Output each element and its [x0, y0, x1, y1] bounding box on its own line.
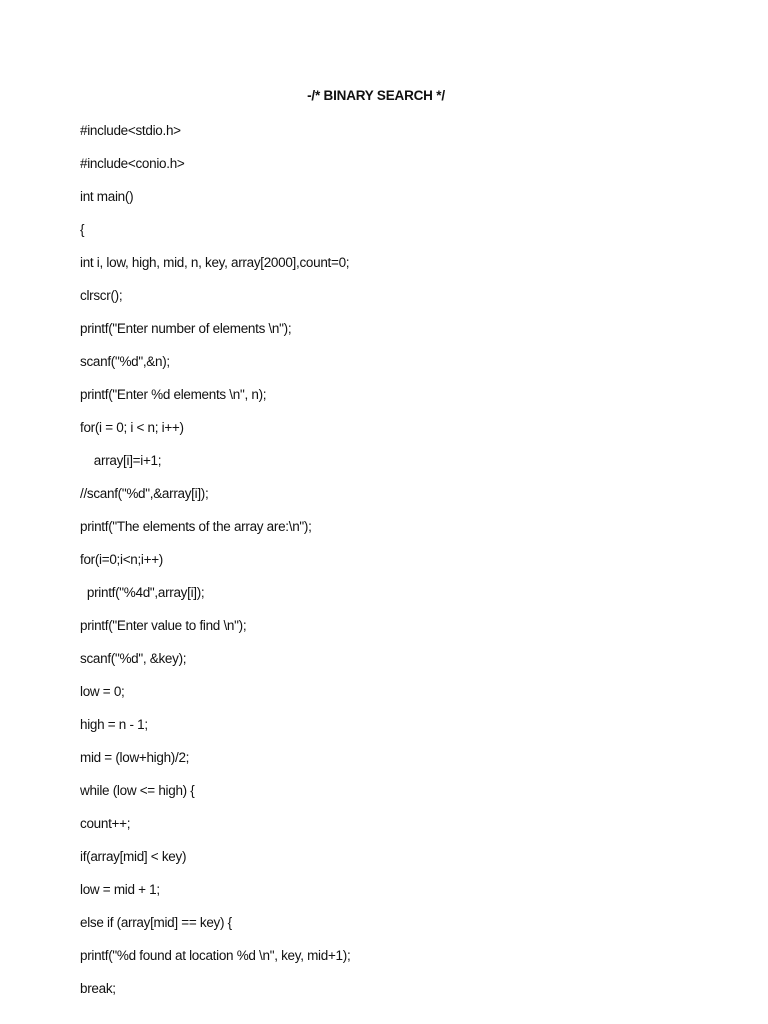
code-line: scanf("%d", &key); — [80, 651, 187, 666]
code-line: { — [80, 222, 85, 237]
code-line: //scanf("%d",&array[i]); — [80, 486, 209, 501]
code-line: printf("The elements of the array are:\n"); — [80, 519, 312, 534]
code-line: break; — [80, 981, 116, 996]
code-line: low = mid + 1; — [80, 882, 160, 897]
code-line: printf("Enter number of elements \n"); — [80, 321, 292, 336]
document-title: -/* BINARY SEARCH */ — [307, 88, 445, 103]
code-line: printf("%d found at location %d \n", key, mid+1); — [80, 948, 351, 963]
code-line: count++; — [80, 816, 131, 831]
code-line: else if (array[mid] == key) { — [80, 915, 232, 930]
code-line: for(i=0;i<n;i++) — [80, 552, 163, 567]
code-line: printf("Enter %d elements \n", n); — [80, 387, 267, 402]
code-listing — [80, 121, 350, 1012]
code-line: int main() — [80, 189, 134, 204]
code-line: #include<conio.h> — [80, 156, 185, 171]
code-line: while (low <= high) { — [80, 783, 195, 798]
code-line: high = n - 1; — [80, 717, 148, 732]
code-line: int i, low, high, mid, n, key, array[2000],count=0; — [80, 255, 350, 270]
code-line: scanf("%d",&n); — [80, 354, 170, 369]
code-line: clrscr(); — [80, 288, 123, 303]
code-line: #include<stdio.h> — [80, 123, 181, 138]
code-line: mid = (low+high)/2; — [80, 750, 190, 765]
code-line: low = 0; — [80, 684, 125, 699]
code-line: array[i]=i+1; — [80, 453, 162, 468]
code-line: printf("%4d",array[i]); — [80, 585, 205, 600]
code-line: if(array[mid] < key) — [80, 849, 187, 864]
code-line: printf("Enter value to find \n"); — [80, 618, 247, 633]
code-line: for(i = 0; i < n; i++) — [80, 420, 184, 435]
